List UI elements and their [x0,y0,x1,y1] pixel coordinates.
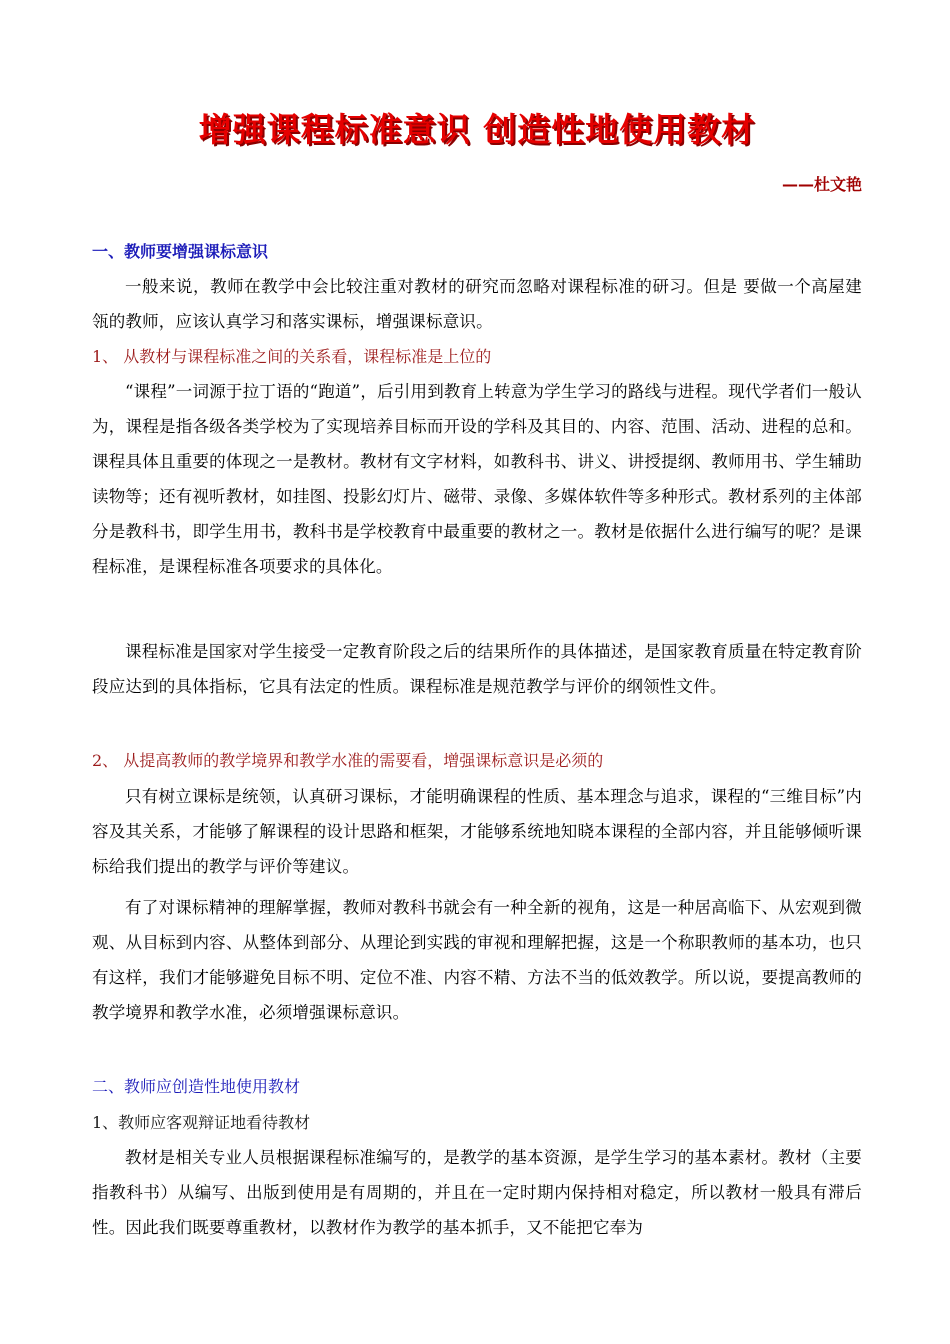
section-1-intro: 一般来说，教师在教学中会比较注重对教材的研究而忽略对课程标准的研习。但是 要做一个高屋建瓴的教师，应该认真学习和落实课标，增强课标意识。 [92,277,862,331]
section-1-sub-1-heading: 1、 从教材与课程标准之间的关系看，课程标准是上位的 [92,347,492,366]
author-byline: ——杜文艳 [781,175,862,194]
document-title: 增强课程标准意识 创造性地使用教材 [198,110,756,149]
section-1-sub-1-paragraph-2: 课程标准是国家对学生接受一定教育阶段之后的结果所作的具体描述，是国家教育质量在特定教育阶段应达到的具体指标，它具有法定的性质。课程标准是规范教学与评价的纲领性文件。 [92,642,862,696]
section-2-heading: 二、教师应创造性地使用教材 [92,1077,301,1096]
section-1-heading: 一、教师要增强课标意识 [92,242,269,261]
section-1-sub-2-paragraph-2: 有了对课标精神的理解掌握，教师对教科书就会有一种全新的视角，这是一种居高临下、从宏观到微观、从目标到内容、从整体到部分、从理论到实践的审视和理解把握，这是一个称职教师的基本功，也只有这样，我们才能够避免目标不明、定位不准、内容不精、方法不当的低效教学。所以说，要提高教师的教学境界和教学水准，必须增强课标意识。 [92,898,862,1022]
section-1-sub-2-paragraph-1: 只有树立课标是统领，认真研习课标，才能明确课程的性质、基本理念与追求，课程的“三维目标”内容及其关系，才能够了解课程的设计思路和框架，才能够系统地知晓本课程的全部内容，并且能够倾听课标给我们提出的教学与评价等建议。 [92,787,862,876]
section-1-sub-1-paragraph-1: “课程”一词源于拉丁语的“跑道”，后引用到教育上转意为学生学习的路线与进程。现代学者们一般认为，课程是指各级各类学校为了实现培养目标而开设的学科及其目的、内容、范围、活动、进程的总和。课程具体且重要的体现之一是教材。教材有文字材料，如教科书、讲义、讲授提纲、教师用书、学生辅助读物等；还有视听教材，如挂图、投影幻灯片、磁带、录像、多媒体软件等多种形式。教材系列的主体部分是教科书，即学生用书，教科书是学校教育中最重要的教材之一。教材是依据什么进行编写的呢？是课程标准，是课程标准各项要求的具体化。 [92,382,862,576]
section-2-sub-1-paragraph-1: 教材是相关专业人员根据课程标准编写的，是教学的基本资源，是学生学习的基本素材。教材（主要指教科书）从编写、出版到使用是有周期的，并且在一定时期内保持相对稳定，所以教材一般具有滞后性。因此我们既要尊重教材，以教材作为教学的基本抓手，又不能把它奉为 [92,1148,862,1237]
section-1-sub-2-heading: 2、 从提高教师的教学境界和教学水准的需要看，增强课标意识是必须的 [92,751,604,770]
section-2-sub-1-heading: 1、教师应客观辩证地看待教材 [92,1113,311,1132]
